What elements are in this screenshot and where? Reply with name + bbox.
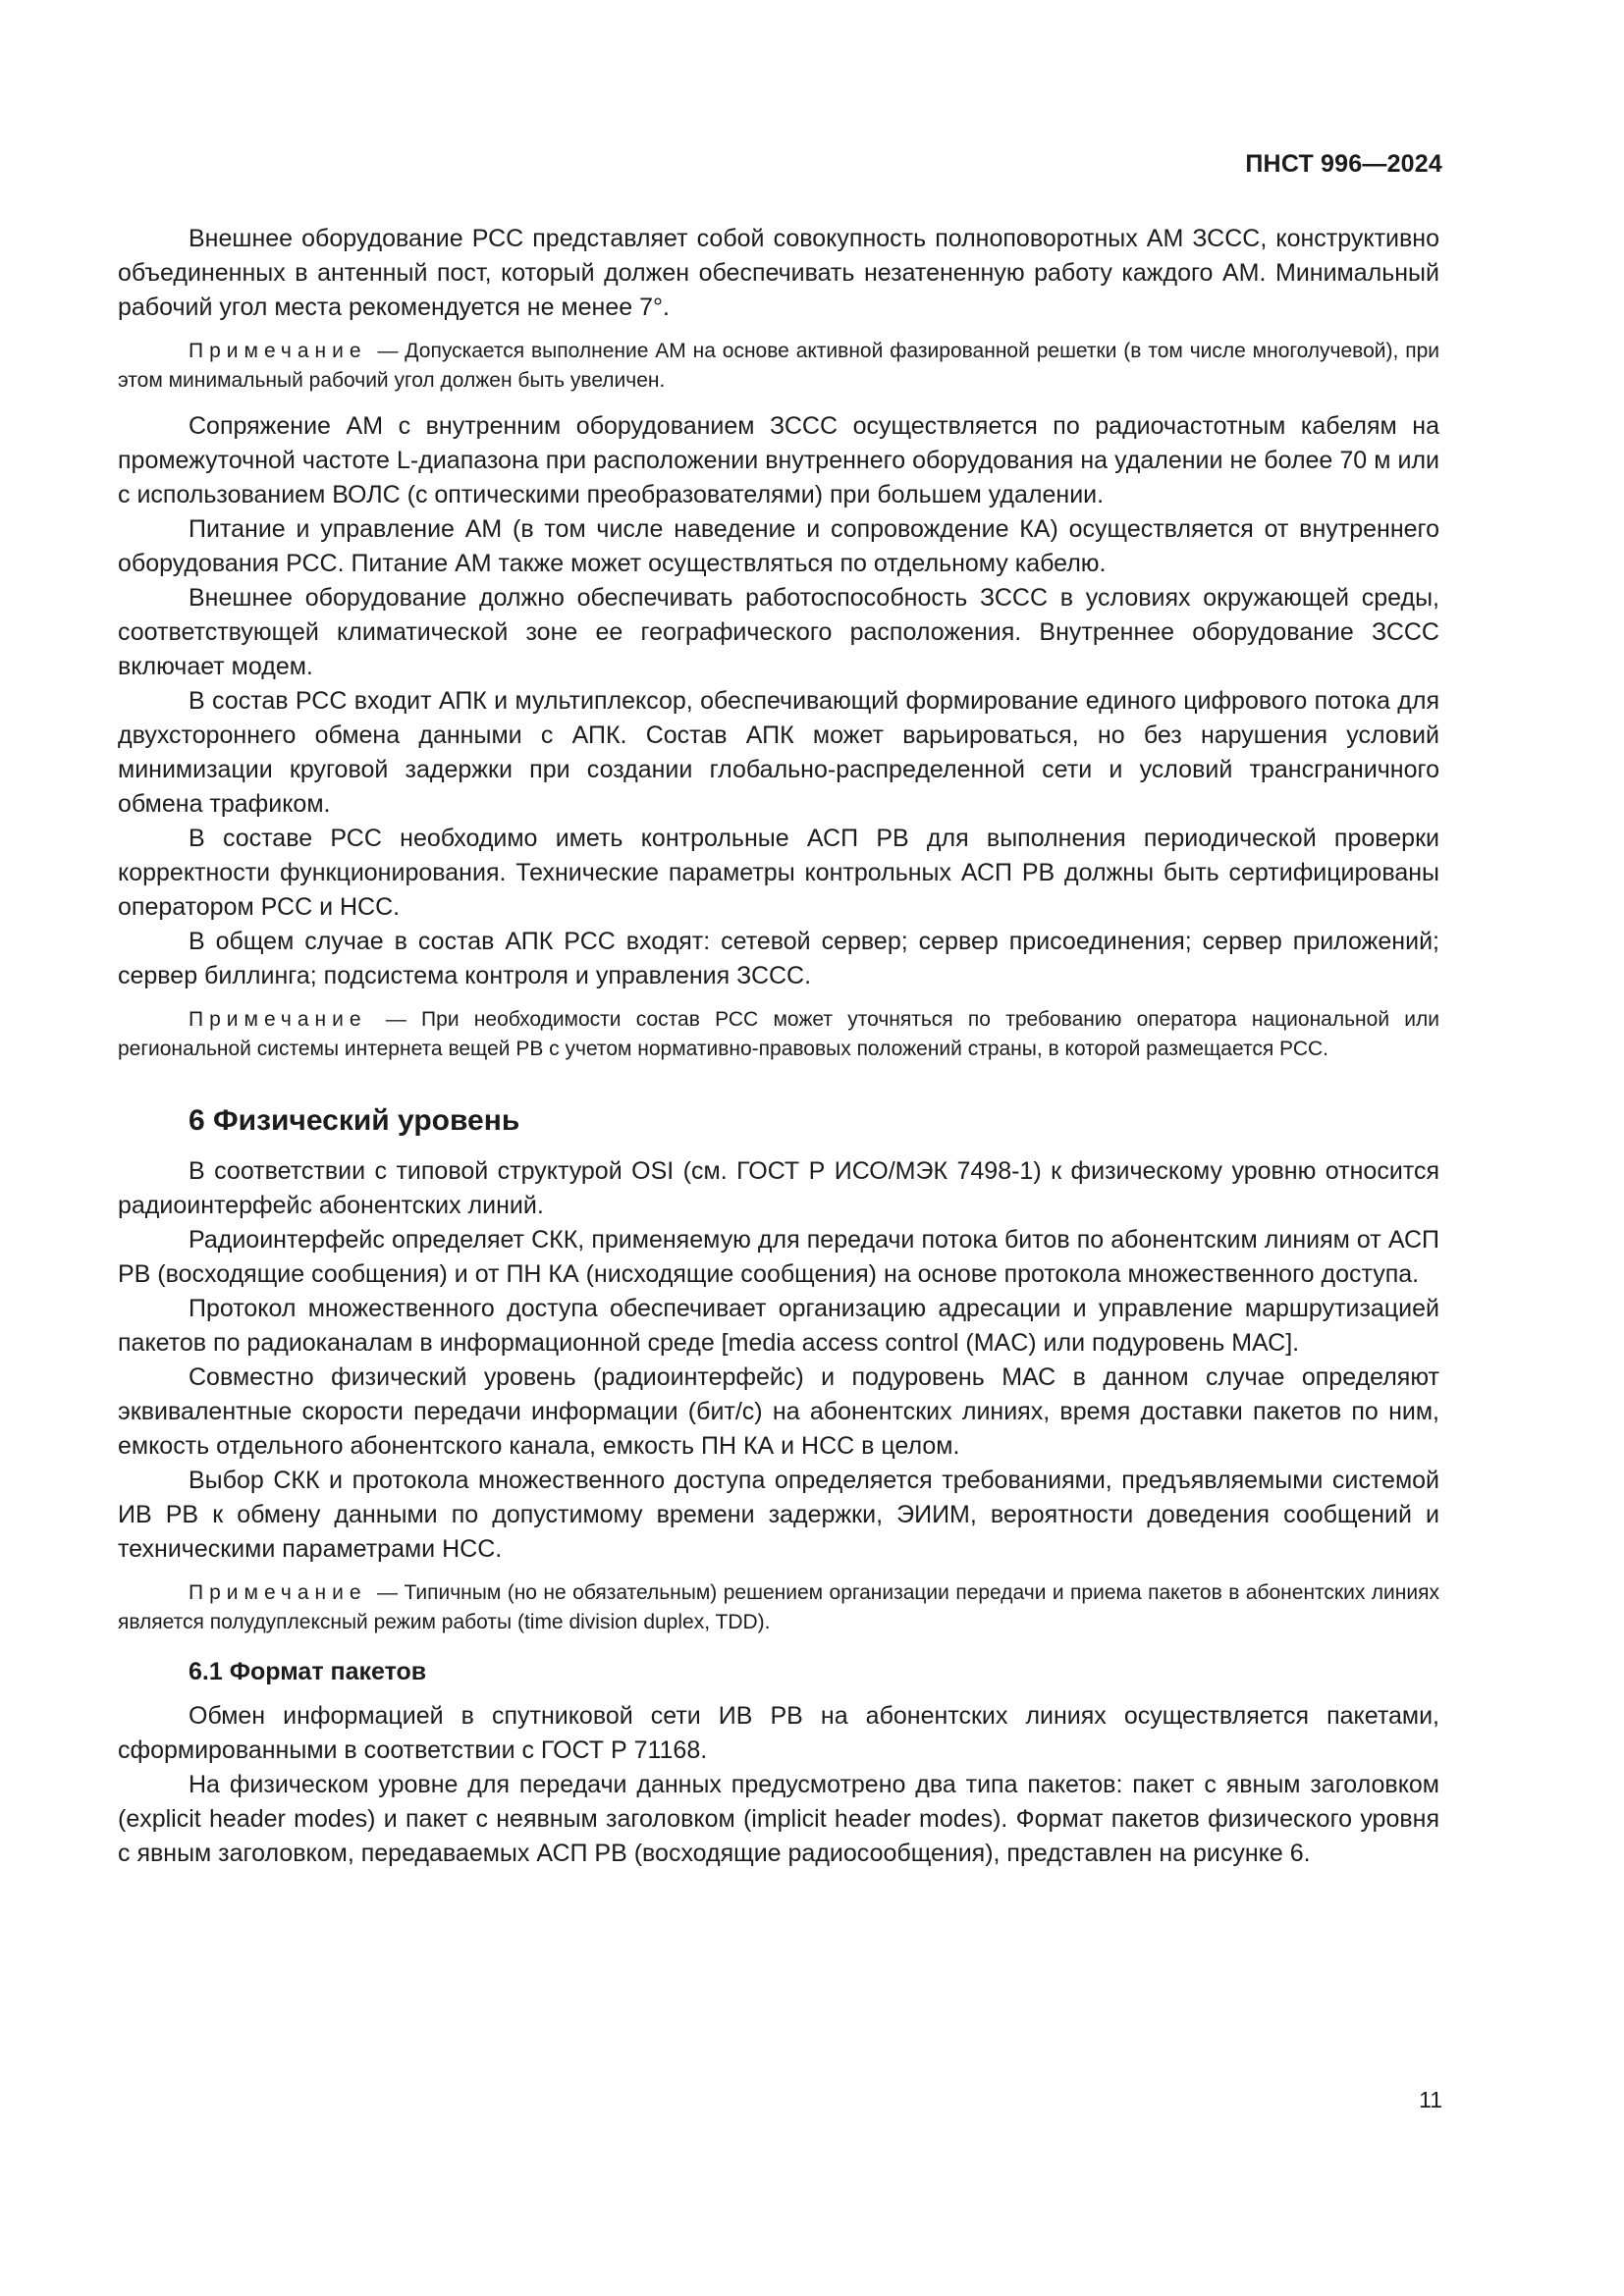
paragraph: Внешнее оборудование РСС представляет собой совокупность полноповоротных АМ ЗССС, конструктивно объединенных в антенный пост, который должен обеспечивать незатененную работу каждого АМ. Минимальный рабочий угол места рекомендуется не менее 7°. xyxy=(118,225,1439,321)
paragraph: В состав РСС входит АПК и мультиплексор, обеспечивающий формирование единого цифрового потока для двухстороннего обмена данными с АПК. Состав АПК может варьироваться, но без нарушения условий минимизации круговой задержки при создании глобально-распределенной сети и условий трансграничного обмена трафиком. xyxy=(118,687,1439,818)
paragraph: Протокол множественного доступа обеспечивает организацию адресации и управление маршрутизацией пакетов по радиоканалам в информационной среде [media access control (MAC) или подуровень МАС]. xyxy=(118,1295,1439,1357)
note-text: — При необходимости состав РСС может уточняться по требованию оператора национальной или региональной системы интернета вещей РВ с учетом нормативно-правовых положений страны, в которой размещается РСС. xyxy=(118,1008,1439,1060)
document-code: ПНСТ 996—2024 xyxy=(1245,150,1442,178)
note-label: Примечание xyxy=(189,1008,367,1031)
paragraph: Сопряжение АМ с внутренним оборудованием ЗССС осуществляется по радиочастотным кабелям на промежуточной частоте L-диапазона при расположении внутреннего оборудования на удалении не более 70 м или с использованием ВОЛС (с оптическими преобразователями) при большем удалении. xyxy=(118,412,1439,508)
note xyxy=(118,337,1439,396)
paragraph: На физическом уровне для передачи данных предусмотрено два типа пакетов: пакет с явным заголовком (explicit header modes) и пакет с неявным заголовком (implicit header modes). Формат пакетов физического уровня с явным заголовком, передаваемых АСП РВ (восходящие радиосообщения), представлен на рисунке 6. xyxy=(118,1771,1439,1867)
page-number: 11 xyxy=(1419,2087,1442,2112)
paragraph: В общем случае в состав АПК РСС входят: сетевой сервер; сервер присоединения; сервер приложений; сервер биллинга; подсистема контроля и управления ЗССС. xyxy=(118,928,1439,989)
paragraph: В составе РСС необходимо иметь контрольные АСП РВ для выполнения периодической проверки корректности функционирования. Технические параметры контрольных АСП РВ должны быть сертифицированы оператором РСС и НСС. xyxy=(118,825,1439,921)
paragraph: Питание и управление АМ (в том числе наведение и сопровождение КА) осуществляется от внутреннего оборудования РСС. Питание АМ также может осуществляться по отдельному кабелю. xyxy=(118,515,1439,577)
paragraph: Обмен информацией в спутниковой сети ИВ РВ на абонентских линиях осуществляется пакетами, сформированными в соответствии с ГОСТ Р 71168. xyxy=(118,1702,1439,1764)
note xyxy=(118,1005,1439,1064)
paragraph: Радиоинтерфейс определяет СКК, применяемую для передачи потока битов по абонентским линиям от АСП РВ (восходящие сообщения) и от ПН КА (нисходящие сообщения) на основе протокола множественного доступа. xyxy=(118,1226,1439,1288)
paragraph: Выбор СКК и протокола множественного доступа определяется требованиями, предъявляемыми системой ИВ РВ к обмену данными по допустимому времени задержки, ЭИИМ, вероятности доведения сообщений и техническими параметрами НСС. xyxy=(118,1467,1439,1563)
section-heading: 6 Физический уровень xyxy=(189,1104,520,1137)
subsection-heading: 6.1 Формат пакетов xyxy=(189,1658,427,1685)
note xyxy=(118,1578,1439,1637)
note-text: — Типичным (но не обязательным) решением организации передачи и приема пакетов в абонентских линиях является полудуплексный режим работы (time division duplex, TDD). xyxy=(118,1581,1439,1633)
paragraph: Внешнее оборудование должно обеспечивать работоспособность ЗССС в условиях окружающей среды, соответствующей климатической зоне ее географического расположения. Внутреннее оборудование ЗССС включает модем. xyxy=(118,584,1439,680)
paragraph: В соответствии с типовой структурой OSI (см. ГОСТ Р ИСО/МЭК 7498-1) к физическому уровню относится радиоинтерфейс абонентских линий. xyxy=(118,1157,1439,1219)
note-label: Примечание xyxy=(189,1581,367,1604)
note-label: Примечание xyxy=(189,340,367,362)
paragraph: Совместно физический уровень (радиоинтерфейс) и подуровень МАС в данном случае определяют эквивалентные скорости передачи информации (бит/с) на абонентских линиях, время доставки пакетов по ним, емкость отдельного абонентского канала, емкость ПН КА и НСС в целом. xyxy=(118,1363,1439,1460)
note-text: — Допускается выполнение АМ на основе активной фазированной решетки (в том числе многолучевой), при этом минимальный рабочий угол должен быть увеличен. xyxy=(118,340,1439,392)
page-content xyxy=(118,222,1439,1871)
